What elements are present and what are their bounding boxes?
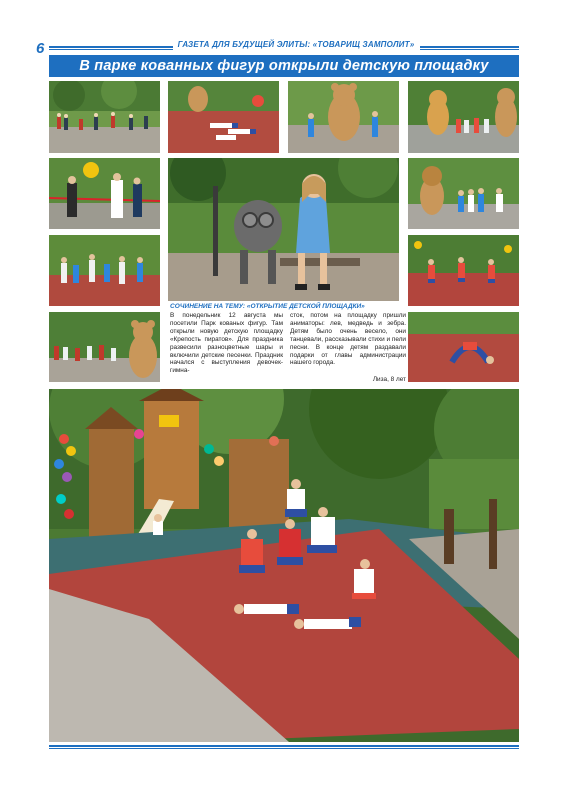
article-paragraph-1: В понедельник 12 августа мы посетили Парк кованых фигур. Там открыли новую детскую площадку «Крепость пиратов». Для праздника развесили разноцветные шары и включили детские песенки. Праздник начался с выступления девочек-гимна- <box>170 312 283 375</box>
photo-gymnast-bridge <box>408 312 519 382</box>
photo-playground-gymnasts <box>49 389 519 742</box>
header-rule-left <box>49 46 173 50</box>
article-column-2 <box>290 312 406 367</box>
photo-girl-on-bench <box>168 158 399 301</box>
article-paragraph-2: сток, потом на площадку пришли аниматоры: лев, медведь и зебра. Детям было очень весело, они танцевали, рассказывали стихи и пели песни. В конце детям раздавали подарки от главы администрации нашего города. <box>290 312 406 367</box>
photo-kids-playing <box>49 235 160 306</box>
article-title: СОЧИНЕНИЕ НА ТЕМУ: «ОТКРЫТИЕ ДЕТСКОЙ ПЛОЩАДКИ» <box>170 303 365 310</box>
gazette-title: ГАЗЕТА ДЛЯ БУДУЩЕЙ ЭЛИТЫ: «ТОВАРИЩ ЗАМПОЛИТ» <box>177 40 415 49</box>
photo-dance-performance <box>408 235 519 306</box>
photo-lion-mascot <box>408 158 519 229</box>
photo-bear-and-kids <box>288 81 399 153</box>
photo-ribbon-cutting <box>49 158 160 229</box>
page-number: 6 <box>36 40 45 57</box>
article-author: Лиза, 8 лет <box>372 376 406 383</box>
photo-bear-mascot-crowd <box>49 312 160 382</box>
headline: В парке кованных фигур открыли детскую площадку <box>49 55 519 77</box>
footer-rule <box>49 745 519 749</box>
photo-crowd-alley <box>49 81 160 153</box>
photo-animators-crowd <box>408 81 519 153</box>
photo-gymnasts-lying <box>168 81 279 153</box>
article-column-1 <box>170 312 283 375</box>
header-rule-right <box>420 46 519 50</box>
